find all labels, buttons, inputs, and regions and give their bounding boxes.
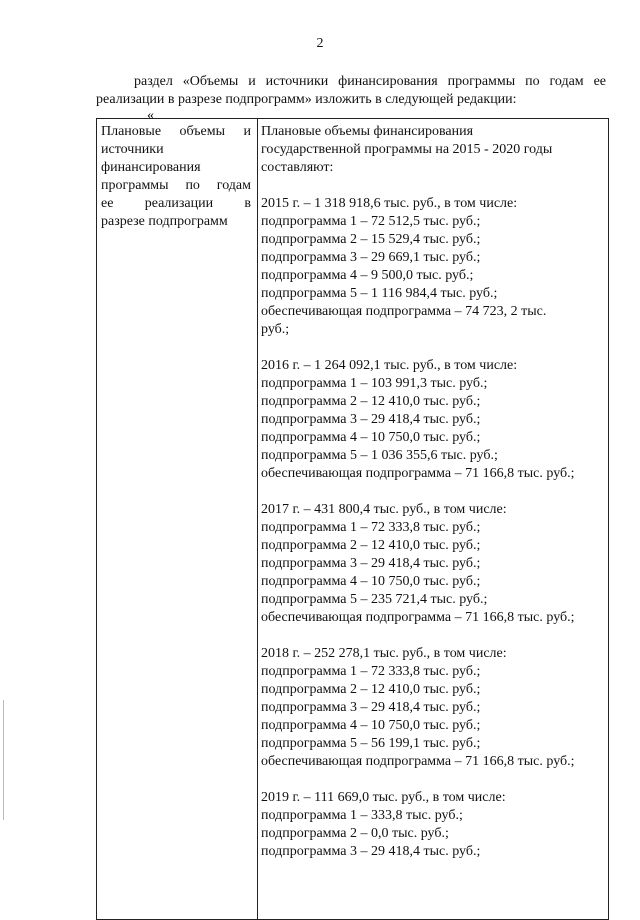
subprogram-line: подпрограмма 2 – 12 410,0 тыс. руб.;	[261, 682, 481, 697]
header-line: составляют:	[261, 160, 334, 175]
year-block-2019	[261, 789, 606, 861]
subprogram-line: подпрограмма 5 – 235 721,4 тыс. руб.;	[261, 592, 488, 607]
left-cell-line: финансирования	[101, 160, 201, 175]
page-number: 2	[316, 36, 324, 51]
scan-edge-mark	[3, 700, 4, 820]
financing-table	[96, 118, 609, 920]
intro-paragraph	[96, 73, 606, 109]
subprogram-line: подпрограмма 4 – 10 750,0 тыс. руб.;	[261, 718, 481, 733]
subprogram-line: подпрограмма 3 – 29 418,4 тыс. руб.;	[261, 700, 481, 715]
subprogram-line: обеспечивающая подпрограмма – 74 723, 2 тыс.	[261, 304, 547, 319]
year-block-2018	[261, 645, 606, 771]
table-left-cell	[101, 123, 251, 231]
subprogram-line: подпрограмма 1 – 333,8 тыс. руб.;	[261, 808, 463, 823]
subprogram-line: подпрограмма 1 – 72 333,8 тыс. руб.;	[261, 520, 481, 535]
year-block-2016	[261, 357, 606, 483]
year-total: 2018 г. – 252 278,1 тыс. руб., в том числе:	[261, 646, 507, 661]
subprogram-line: подпрограмма 3 – 29 418,4 тыс. руб.;	[261, 844, 481, 859]
year-total: 2019 г. – 111 669,0 тыс. руб., в том числе:	[261, 790, 506, 805]
subprogram-line: обеспечивающая подпрограмма – 71 166,8 тыс. руб.;	[261, 610, 575, 625]
subprogram-line: подпрограмма 5 – 56 199,1 тыс. руб.;	[261, 736, 481, 751]
table-right-cell	[261, 123, 606, 861]
subprogram-line: подпрограмма 2 – 12 410,0 тыс. руб.;	[261, 394, 481, 409]
subprogram-line: подпрограмма 3 – 29 418,4 тыс. руб.;	[261, 412, 481, 427]
subprogram-line: подпрограмма 4 – 10 750,0 тыс. руб.;	[261, 574, 481, 589]
year-block-2015	[261, 195, 606, 339]
subprogram-line: руб.;	[261, 322, 290, 337]
left-cell-line: источники	[101, 142, 164, 157]
left-cell-line: ее реализации в	[101, 196, 251, 211]
left-cell-line: Плановые объемы и	[101, 124, 251, 139]
intro-line-2: реализации в разрезе подпрограмм» изложить в следующей редакции:	[96, 92, 517, 107]
subprogram-line: подпрограмма 1 – 103 991,3 тыс. руб.;	[261, 376, 488, 391]
year-total: 2016 г. – 1 264 092,1 тыс. руб., в том числе:	[261, 358, 518, 373]
subprogram-line: подпрограмма 3 – 29 669,1 тыс. руб.;	[261, 250, 481, 265]
intro-line-1: раздел «Объемы и источники финансирования программы по годам ее	[134, 74, 606, 89]
year-block-2017	[261, 501, 606, 627]
open-quote: «	[147, 108, 154, 123]
subprogram-line: подпрограмма 1 – 72 512,5 тыс. руб.;	[261, 214, 481, 229]
column-divider	[257, 119, 258, 919]
subprogram-line: подпрограмма 1 – 72 333,8 тыс. руб.;	[261, 664, 481, 679]
header-line: Плановые объемы финансирования	[261, 124, 474, 139]
header-line: государственной программы на 2015 - 2020 годы	[261, 142, 553, 157]
subprogram-line: обеспечивающая подпрограмма – 71 166,8 тыс. руб.;	[261, 754, 575, 769]
subprogram-line: обеспечивающая подпрограмма – 71 166,8 тыс. руб.;	[261, 466, 575, 481]
subprogram-line: подпрограмма 4 – 10 750,0 тыс. руб.;	[261, 430, 481, 445]
subprogram-line: подпрограмма 5 – 1 036 355,6 тыс. руб.;	[261, 448, 498, 463]
subprogram-line: подпрограмма 2 – 0,0 тыс. руб.;	[261, 826, 449, 841]
subprogram-line: подпрограмма 2 – 15 529,4 тыс. руб.;	[261, 232, 481, 247]
left-cell-line: программы по годам	[101, 178, 251, 193]
year-total: 2015 г. – 1 318 918,6 тыс. руб., в том числе:	[261, 196, 518, 211]
subprogram-line: подпрограмма 2 – 12 410,0 тыс. руб.;	[261, 538, 481, 553]
subprogram-line: подпрограмма 3 – 29 418,4 тыс. руб.;	[261, 556, 481, 571]
subprogram-line: подпрограмма 4 – 9 500,0 тыс. руб.;	[261, 268, 474, 283]
subprogram-line: подпрограмма 5 – 1 116 984,4 тыс. руб.;	[261, 286, 498, 301]
year-total: 2017 г. – 431 800,4 тыс. руб., в том числе:	[261, 502, 507, 517]
left-cell-line: разрезе подпрограмм	[101, 214, 228, 229]
